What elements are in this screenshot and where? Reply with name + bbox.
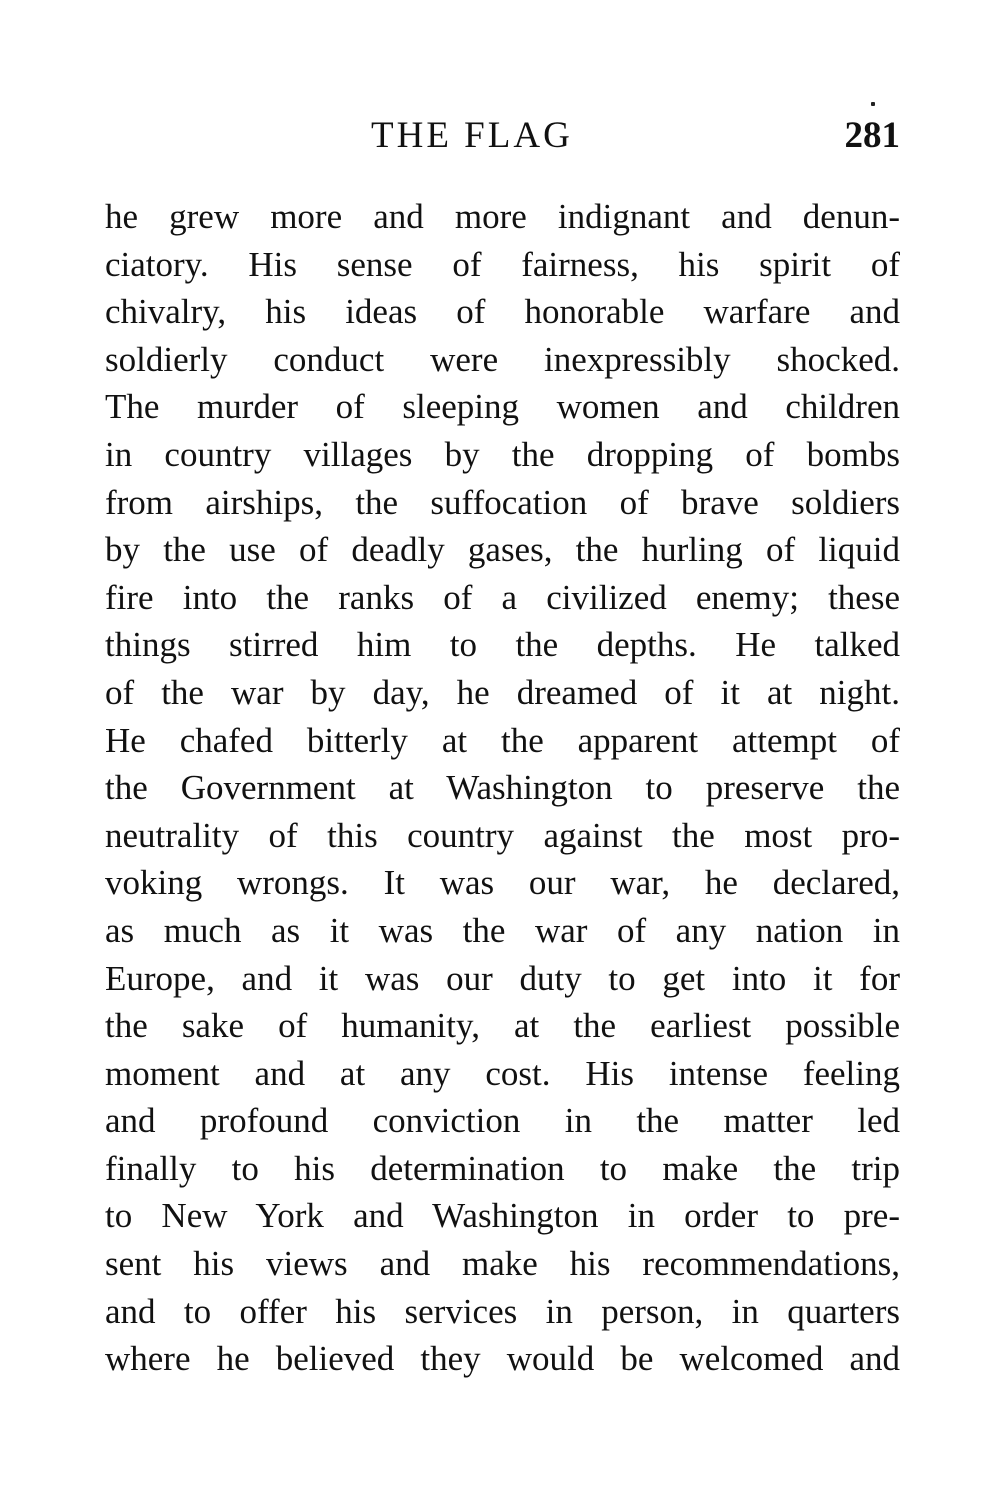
text-line: the sake of humanity, at the earliest possible bbox=[105, 1006, 900, 1046]
text-line: things stirred him to the depths. He talked bbox=[105, 625, 900, 665]
text-line: soldierly conduct were inexpressibly shocked. bbox=[105, 339, 900, 379]
text-line: he grew more and more indignant and denun- bbox=[105, 197, 900, 236]
text-line: moment and at any cost. His intense feeling bbox=[105, 1053, 900, 1093]
text-line: sent his views and make his recommendations, bbox=[105, 1244, 900, 1284]
text-line: in country villages by the dropping of bombs bbox=[105, 434, 900, 474]
text-line: as much as it was the war of any nation in bbox=[105, 910, 900, 950]
running-header bbox=[105, 112, 900, 160]
text-line: of the war by day, he dreamed of it at night. bbox=[105, 672, 900, 712]
text-line: Europe, and it was our duty to get into it for bbox=[105, 958, 900, 998]
text-line: voking wrongs. It was our war, he declared, bbox=[105, 863, 900, 903]
text-line: by the use of deadly gases, the hurling of liquid bbox=[105, 530, 900, 570]
page-number: 281 bbox=[844, 115, 900, 156]
text-line: and profound conviction in the matter led bbox=[105, 1101, 900, 1141]
text-line: He chafed bitterly at the apparent attempt of bbox=[105, 720, 900, 760]
text-line: where he believed they would be welcomed and bbox=[105, 1339, 900, 1379]
text-line: The murder of sleeping women and children bbox=[105, 387, 900, 427]
running-title: THE FLAG bbox=[371, 115, 573, 156]
text-line: neutrality of this country against the most pro- bbox=[105, 815, 900, 855]
text-line: ciatory. His sense of fairness, his spirit of bbox=[105, 244, 900, 284]
text-line: finally to his determination to make the trip bbox=[105, 1148, 900, 1188]
text-line: the Government at Washington to preserve the bbox=[105, 768, 900, 808]
body-text bbox=[105, 193, 900, 1383]
text-line: chivalry, his ideas of honorable warfare and bbox=[105, 292, 900, 332]
text-line: to New York and Washington in order to pre- bbox=[105, 1196, 900, 1236]
text-line: and to offer his services in person, in quarters bbox=[105, 1291, 900, 1331]
text-line: from airships, the suffocation of brave soldiers bbox=[105, 482, 900, 522]
ink-speck bbox=[871, 102, 875, 106]
text-line: fire into the ranks of a civilized enemy; these bbox=[105, 577, 900, 617]
